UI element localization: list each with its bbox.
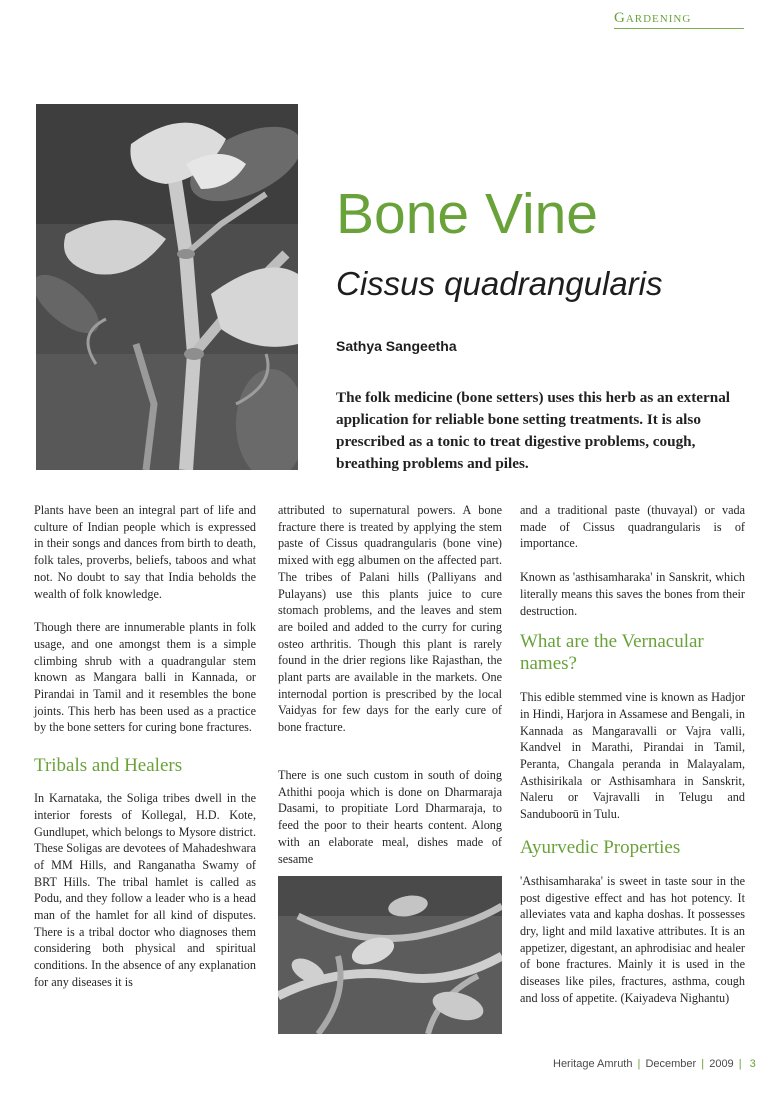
plant-photo-graphic <box>36 104 298 470</box>
paragraph: Plants have been an integral part of life and culture of Indian people which is expressed in their songs and dances from birth to death, folk tales, proverbs, beliefs, taboos and what not. No doubt to say that India beholds the wealth of folk knowledge. <box>34 503 256 601</box>
section-label: Gardening <box>614 10 692 26</box>
vine-photo-graphic <box>278 876 502 1034</box>
page-number: 3 <box>749 1058 756 1070</box>
article-title: Bone Vine <box>336 182 599 246</box>
paragraph: This edible stemmed vine is known as Hadjor in Hindi, Harjora in Assamese and Bengali, in Kannada as Mangaravalli or Vajra valli, Kandvel in Marathi, Pirandai in Tamil, Peranta, Changala peranda in Malayalam, Asthisirikala or Asthisamhara in Sanskrit, Naleru or Vajravalli in Telugu and Sanduboorū in Tulu. <box>520 690 745 822</box>
article-author: Sathya Sangeetha <box>336 338 457 354</box>
footer-month: December <box>645 1058 697 1070</box>
column-2-continued <box>278 767 502 867</box>
paragraph: attributed to supernatural powers. A bone fracture there is treated by applying the stem paste of Cissus quadrangularis (bone vine) mixed with egg albumen on the affected part. The tribes of Palani hills (Palliyans and Pulayans) use this plants juice to cure stomach problems, and the leaves and stem are boiled and added to the curry for curing osteo arthritis. Though this plant is rarely found in the drier regions like Rajasthan, the plant parts are available in the markets. One internodal portion is prescribed by the local Vaidyas for few days for the early cure of bone fracture. <box>278 503 502 735</box>
paragraph: 'Asthisamharaka' is sweet in taste sour in the post digestive effect and has hot potency. It alleviates vata and kapha doshas. It possesses dry, light and mild laxative attributes. It is an appetizer, digestant, an aphrodisiac and healer of bone fractures. Mainly it is used in the diseases like piles, fractures, asthma, cough and loss of appetite. (Kaiyadeva Nighantu) <box>520 873 745 1005</box>
column-3 <box>520 502 745 1006</box>
paragraph: Known as 'asthisamharaka' in Sanskrit, which literally means this saves the bones from their destruction. <box>520 570 745 618</box>
footer-publication: Heritage Amruth <box>553 1058 633 1070</box>
heading-vernacular-names: What are the Vernacular names? <box>520 631 704 675</box>
paragraph: and a traditional paste (thuvayal) or vada made of Cissus quadrangularis is of importance. <box>520 503 745 551</box>
footer-year: 2009 <box>709 1058 734 1070</box>
footer-divider: | <box>701 1058 705 1070</box>
article-subtitle: Cissus quadrangularis <box>336 265 663 302</box>
footer-divider: | <box>637 1058 641 1070</box>
paragraph: Though there are innumerable plants in folk usage, and one amongst them is a simple climbing shrub with a quadrangular stem known as Mangara balli in Kannada, or Pirandai in Tamil and it resembles the bone joints. This herb has been used as a practice by the bone setters for curing bone fractures. <box>34 620 256 735</box>
page-footer <box>553 1058 756 1070</box>
heading-tribals-and-healers: Tribals and Healers <box>34 755 183 777</box>
column-1 <box>34 502 256 991</box>
heading-ayurvedic-properties: Ayurvedic Properties <box>520 836 681 858</box>
footer-divider: | <box>738 1058 742 1070</box>
vine-photo <box>278 876 502 1034</box>
paragraph: There is one such custom in south of doing Athithi pooja which is done on Dharmaraja Dasami, to propitiate Lord Dharmaraja, to feed the poor to their hearts content. Along with an elaborate meal, dishes made of sesame <box>278 768 502 866</box>
paragraph: In Karnataka, the Soliga tribes dwell in the interior forests of Kollegal, H.D. Kote, Gundlupet, which belongs to Mysore district. These Soligas are devotees of Mahadeshwara of MM Hills, and Ranganatha Swamy of BRT Hills. The tribal hamlet is called as Podu, and they follow a leader who is a head man of the hamlet for all kind of disputes. There is a tribal doctor who diagnoses them considering both physical and spiritual conditions. In the absence of any explanation for any diseases it is <box>34 791 256 989</box>
plant-photo <box>36 104 298 470</box>
column-2 <box>278 502 502 736</box>
section-rule <box>614 28 744 29</box>
article-lead: The folk medicine (bone setters) uses this herb as an external application for reliable bone setting treatments. It is also prescribed as a tonic to treat digestive problems, cough, breathing problems and piles. <box>336 389 731 472</box>
